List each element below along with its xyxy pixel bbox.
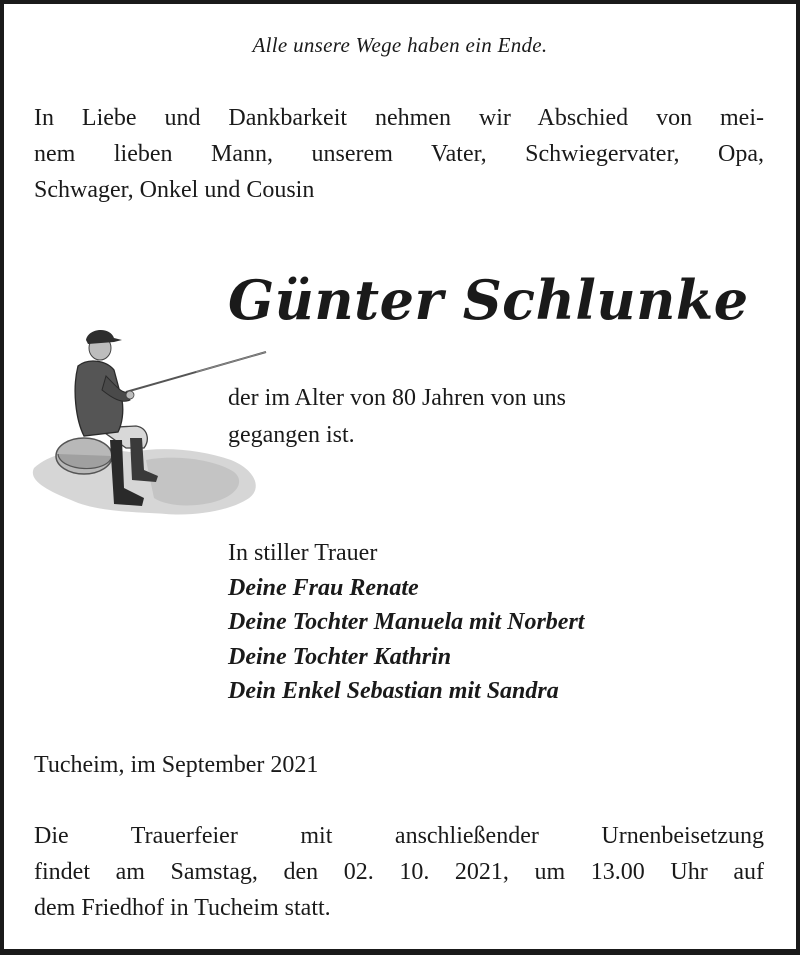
- mourning-heading: In stiller Trauer: [228, 540, 378, 566]
- intro-text: [34, 100, 764, 208]
- mourning-section: [228, 536, 748, 709]
- mourner: Deine Frau Renate: [228, 574, 419, 601]
- intro-line: Schwager, Onkel und Cousin: [34, 177, 315, 203]
- funeral-line: findet am Samstag, den 02. 10. 2021, um 13.00 Uhr auf: [34, 859, 764, 885]
- funeral-line: Die Trauerfeier mit anschließender Urnenbeisetzung: [34, 823, 764, 849]
- age-line: der im Alter von 80 Jahren von uns: [228, 385, 566, 411]
- intro-line: nem lieben Mann, unserem Vater, Schwiegervater, Opa,: [34, 141, 764, 167]
- mourner: Deine Tochter Manuela mit Norbert: [228, 609, 585, 635]
- deceased-name: Günter Schlunke: [228, 268, 749, 332]
- funeral-line: dem Friedhof in Tucheim statt.: [34, 895, 331, 921]
- place-date: Tucheim, im September 2021: [34, 752, 319, 778]
- intro-line: In Liebe und Dankbarkeit nehmen wir Abschied von mei-: [34, 105, 764, 131]
- mourner: Dein Enkel Sebastian mit Sandra: [228, 678, 559, 704]
- funeral-notice: [34, 818, 764, 926]
- mourner: Deine Tochter Kathrin: [228, 643, 452, 670]
- age-text: [228, 380, 708, 454]
- motto: Alle unsere Wege haben ein Ende.: [252, 33, 548, 57]
- age-line: gegangen ist.: [228, 422, 355, 448]
